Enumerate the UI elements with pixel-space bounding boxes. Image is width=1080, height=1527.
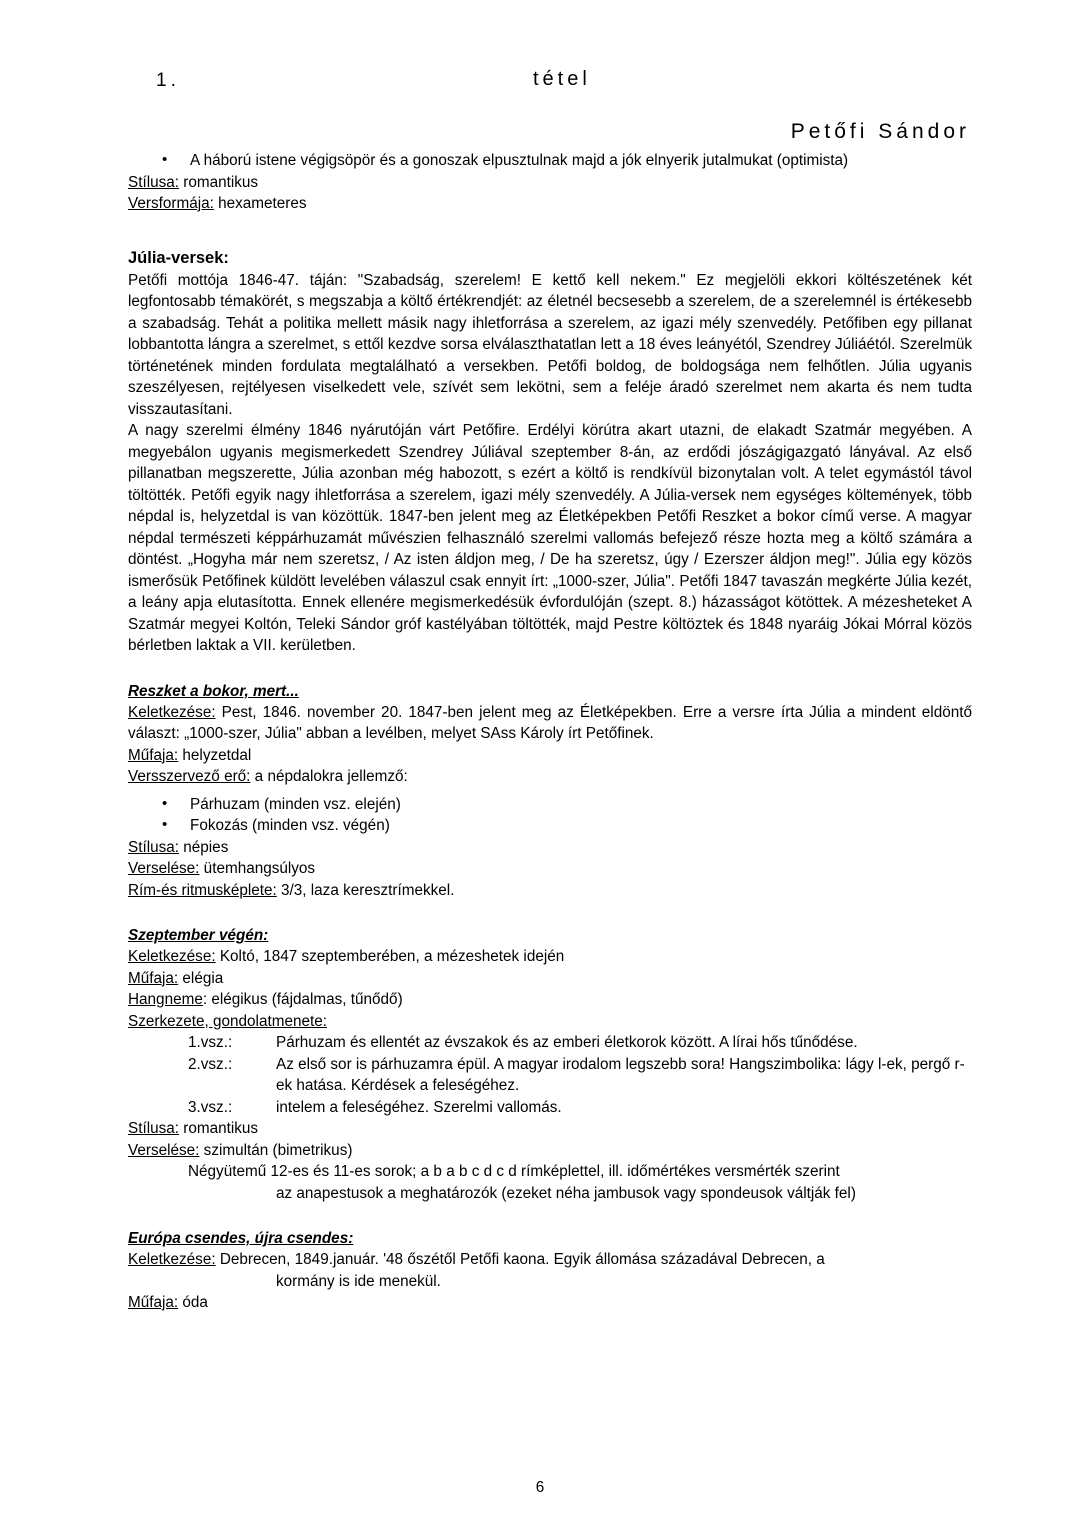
keletkezese-label: Keletkezése: xyxy=(128,1251,216,1268)
versszervezo-label: Versszervező erő: xyxy=(128,768,251,785)
hangneme-value: : elégikus (fájdalmas, tűnődő) xyxy=(202,991,403,1008)
verse-text: Az első sor is párhuzamra épül. A magyar irodalom legszebb sora! Hangszimbolika: lágy l-ek, pergő r-ek hatása. Kérdések a feleségéhez. xyxy=(276,1055,965,1094)
europa-keletkezese-cont: kormány is ide menekül. xyxy=(276,1272,441,1290)
reszket-mufaja xyxy=(128,745,972,767)
verse-row xyxy=(188,1054,972,1097)
reszket-keletkezese xyxy=(128,702,972,745)
mufaja-label: Műfaja: xyxy=(128,746,179,764)
item-number: 1. xyxy=(156,70,180,91)
page-number: 6 xyxy=(535,1479,545,1496)
mufaja-value: óda xyxy=(178,1294,208,1311)
stilusa-value: népies xyxy=(179,838,229,856)
verselese-label: Verselése: xyxy=(128,1141,200,1159)
verse-row xyxy=(188,1032,972,1054)
verse-label: 3.vsz.: xyxy=(188,1098,233,1116)
form-value: hexameteres xyxy=(213,195,307,212)
rim-label: Rím-és ritmusképlete: xyxy=(128,881,277,899)
style-label: Stílusa: xyxy=(128,173,180,191)
verse-text: intelem a feleségéhez. Szerelmi vallomás. xyxy=(276,1098,562,1116)
intro-style-line xyxy=(128,172,972,194)
list-item: • A háború istene végigsöpör és a gonoszak elpusztulnak majd a jók elnyerik jutalmukat (optimista) xyxy=(188,150,972,172)
mufaja-label: Műfaja: xyxy=(128,969,179,987)
europa-mufaja xyxy=(128,1292,972,1314)
author-title: Petőfi Sándor xyxy=(790,120,970,143)
julia-paragraph-2: A nagy szerelmi élmény 1846 nyárutóján várt Petőfire. Erdélyi körútra akart utazni, de elakadt Szatmár megyében. A megyebálon ugyanis megismerkedett Szendrey Júliával szeptember 8-án, az erdődi jószágigazgató lányával. Az első pillanatban megszerette, Júlia azonban még habozott, s ezért a költő is rendkívül bizonytalan volt. A telet egymástól távol töltötték. Petőfi egyik nagy ihletforrása a szerelem, igazi mély szenvedély. A Júlia-versek nem egységes költemények, több népdal is, helyzetdal is van közöttük. 1847-ben jelent meg az Életképekben Petőfi Reszket a bokor című verse. A magyar népdal természeti képpárhuzamát művészien felhasználó szerelmi vallomás befejező része hozta meg a költő számára a döntést. „Hogyha már nem szeretsz, / Az isten áldjon meg, / De ha szeretsz, úgy / Ezerszer áldjon meg!". Júlia egy közös ismerősük Petőfinek küldött levelében válaszul csak ennyit írt: „1000-szer, Júlia". Petőfi 1847 tavaszán megkérte Júlia kezét, a leány apja elutasította. Ennek ellenére megismerkedésük évfordulóján (szept. 8.) házasságot kötöttek. A mézesheteket A Szatmár megyei Koltón, Teleki Sándor gróf kastélyában töltötték, majd Pestre költöztek és 1848 nyaráig Jókai Mórral közös bérletben laktak a VII. kerületben. xyxy=(128,422,972,654)
poem-heading-europa: Európa csendes, újra csendes: xyxy=(128,1230,354,1247)
szeptember-mufaja xyxy=(128,968,972,990)
list-item: • Párhuzam (minden vsz. elején) xyxy=(188,794,972,816)
verselese-value: szimultán (bimetrikus) xyxy=(199,1141,353,1159)
reszket-verselese xyxy=(128,858,972,880)
mufaja-value: helyzetdal xyxy=(178,746,252,764)
verselese-label: Verselése: xyxy=(128,860,200,877)
szeptember-stilusa xyxy=(128,1118,972,1140)
poem-heading-szeptember: Szeptember végén: xyxy=(128,927,269,944)
section-heading-julia: Júlia-versek: xyxy=(128,248,229,267)
szerkezete-label: Szerkezete, gondolatmenete: xyxy=(128,1012,327,1030)
poem-heading-reszket: Reszket a bokor, mert... xyxy=(128,682,299,700)
intro-form-line xyxy=(128,193,972,215)
keletkezese-value: Koltó, 1847 szeptemberében, a mézeshetek idején xyxy=(215,948,565,965)
stilusa-label: Stílusa: xyxy=(128,838,180,856)
intro-bullet-list xyxy=(128,150,972,172)
verse-label: 1.vsz.: xyxy=(188,1034,233,1051)
form-label: Versformája: xyxy=(128,195,214,212)
style-value: romantikus xyxy=(179,173,259,191)
szeptember-hangneme xyxy=(128,989,972,1011)
keletkezese-label: Keletkezése: xyxy=(128,948,216,965)
keletkezese-label: Keletkezése: xyxy=(128,703,216,721)
note-continuation: az anapestusok a meghatározók (ezeket néha jambusok vagy spondeusok váltják fel) xyxy=(276,1184,856,1202)
reszket-bullet-list xyxy=(128,794,972,837)
szeptember-versmertek-note xyxy=(188,1161,972,1204)
keletkezese-value: Pest, 1846. november 20. 1847-ben jelent meg az Életképekben. Erre a versre írta Júlia a mindent eldöntő választ: „1000-szer, Júlia" abban a levélben, melyet SAss Károly írt Petőfinek. xyxy=(128,703,972,742)
verselese-value: ütemhangsúlyos xyxy=(199,860,316,877)
szeptember-szerkezete xyxy=(128,1011,972,1033)
versszervezo-value: a népdalokra jellemző: xyxy=(250,768,408,785)
reszket-stilusa xyxy=(128,837,972,859)
verse-label: 2.vsz.: xyxy=(188,1055,233,1073)
verse-row xyxy=(188,1097,972,1119)
keletkezese-value: Debrecen, 1849.január. '48 őszétől Petőfi kaona. Egyik állomása századával Debrecen, a xyxy=(215,1251,825,1268)
hangneme-label: Hangneme xyxy=(128,991,203,1008)
page-header xyxy=(128,56,972,116)
mufaja-label: Műfaja: xyxy=(128,1294,179,1311)
reszket-versszervezo xyxy=(128,766,972,788)
szeptember-keletkezese xyxy=(128,946,972,968)
mufaja-value: elégia xyxy=(178,969,224,987)
item-word: tétel xyxy=(533,68,591,90)
rim-value: 3/3, laza keresztrímekkel. xyxy=(276,881,455,899)
note-first-line: Négyütemű 12-es és 11-es sorok; a b a b c d c d rímképlettel, ill. időmértékes versmérték szerint xyxy=(188,1163,840,1180)
reszket-rimkeplet xyxy=(128,880,972,902)
stilusa-label: Stílusa: xyxy=(128,1120,180,1137)
list-item: • Fokozás (minden vsz. végén) xyxy=(188,815,972,837)
verse-text: Párhuzam és ellentét az évszakok és az emberi életkorok között. A lírai hős tűnődése. xyxy=(276,1034,858,1051)
szeptember-verselese xyxy=(128,1140,972,1162)
stilusa-value: romantikus xyxy=(179,1120,259,1137)
julia-paragraph-1: Petőfi mottója 1846-47. táján: "Szabadság, szerelem! E kettő kell nekem." Ez megjelöli ekkori költészetének két legfontosabb témakörét, s megszabja a költő értékrendjét: az életnél becsesebb a szerelem, de a szerelemnél is értékesebb a szabadság. Tehát a politika mellett másik nagy ihletforrása a szerelem, az igazi mély szenvedély. Petőfiben egy pillanat lobbantotta lángra a szerelmet, s ettől kezdve sorsa elválaszthatatlan lett a 18 éves leányétól, Szendrey Júliáétól. Szerelmük történetének minden fordulata megtalálható a versekben. Petőfi boldog, de boldogsága nem felhőtlen. Júlia ugyanis szeszélyesen, rejtélyesen viselkedett vele, szívét sem lekötni, sem a feléje áradó szerelmet nem akarta és nem tudta visszautasítani. xyxy=(128,271,972,418)
europa-keletkezese xyxy=(128,1249,972,1271)
